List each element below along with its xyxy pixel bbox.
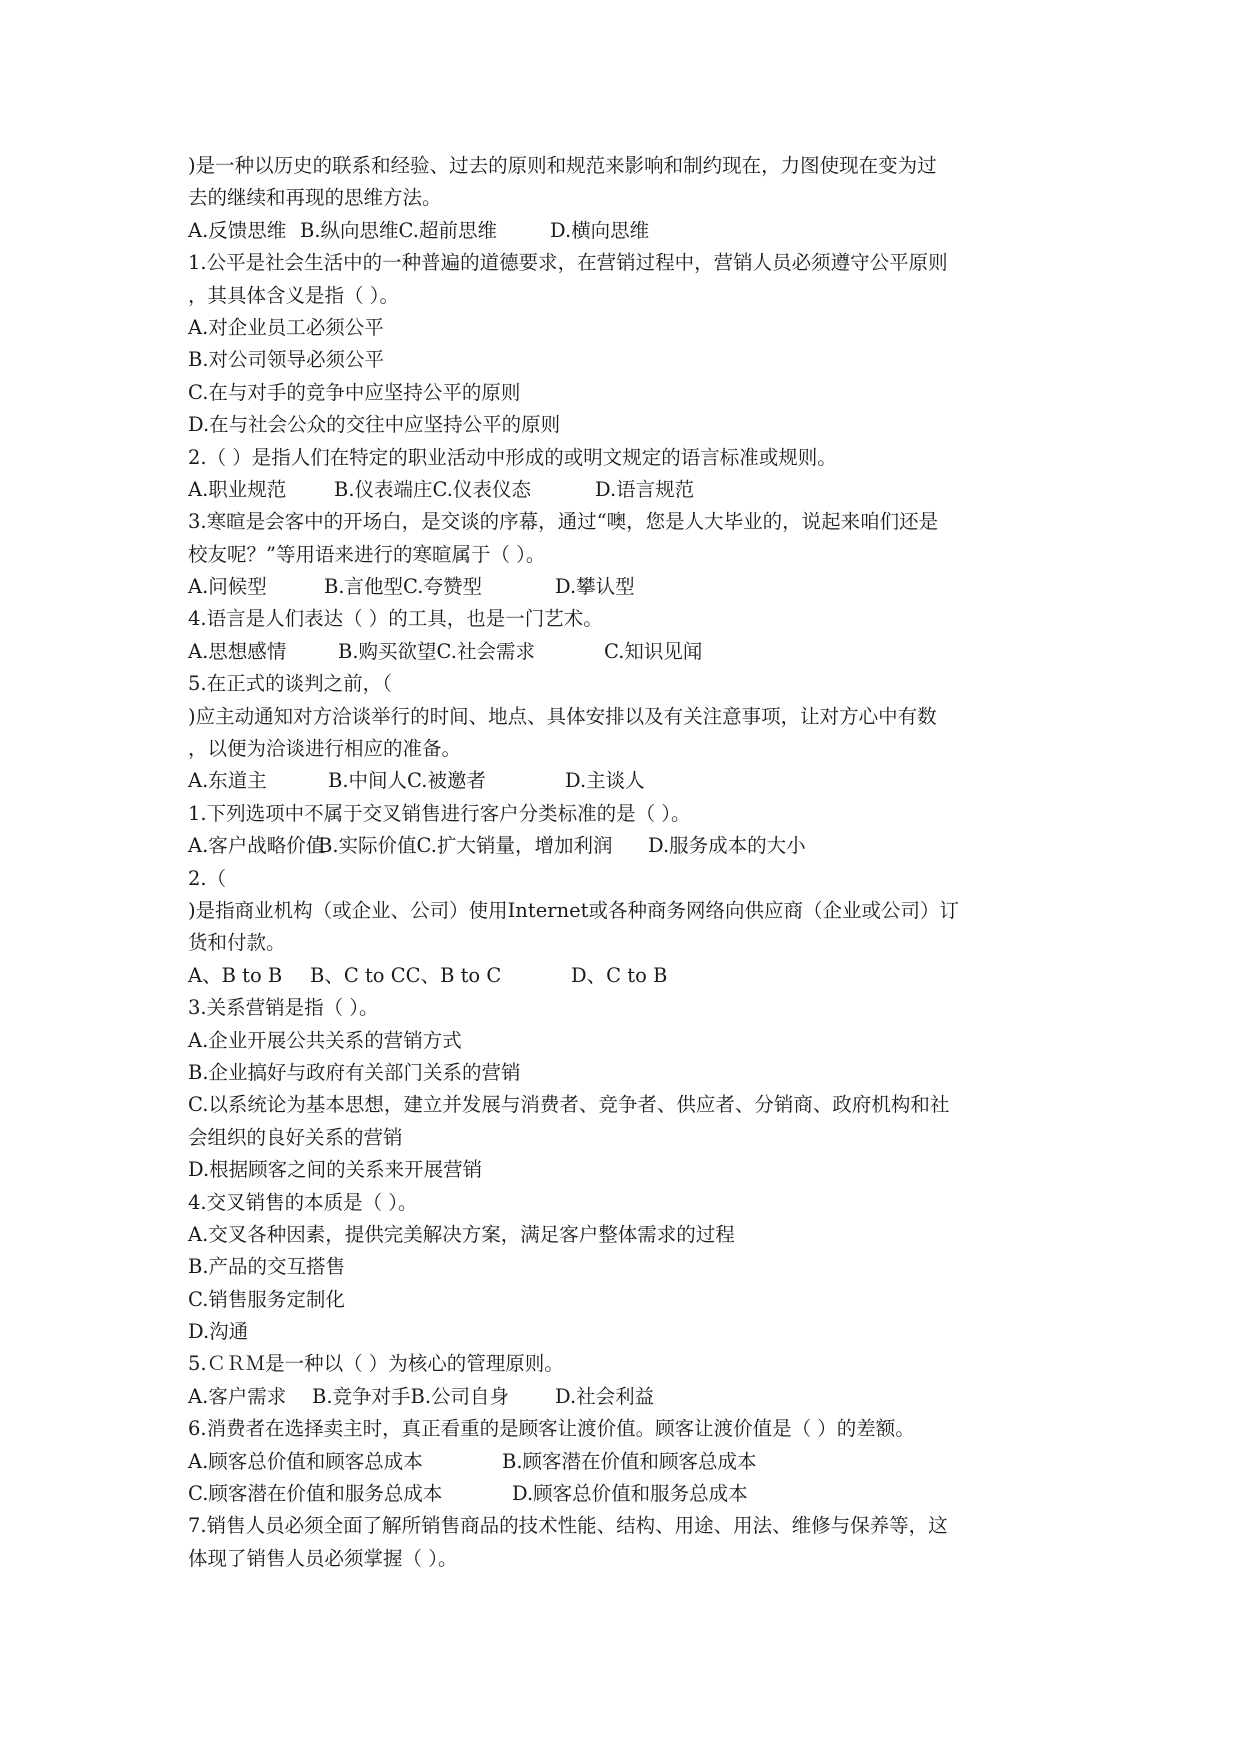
option: A.思想感情 bbox=[188, 639, 287, 663]
options-row bbox=[188, 765, 1058, 797]
option: C.知识见闻 bbox=[604, 639, 703, 663]
option: B.中间人C.被邀者 bbox=[328, 769, 486, 793]
options-row bbox=[188, 1446, 1058, 1478]
text-line: ，其具体含义是指（ ）。 bbox=[188, 283, 399, 307]
text-line: A.交叉各种因素，提供完美解决方案，满足客户整体需求的过程 bbox=[188, 1222, 735, 1246]
text-line: 5.ＣＲＭ是一种以（ ）为核心的管理原则。 bbox=[188, 1352, 564, 1376]
text-line: 1.公平是社会生活中的一种普遍的道德要求，在营销过程中，营销人员必须遵守公平原则 bbox=[188, 251, 948, 275]
option: A、B to B bbox=[188, 963, 283, 987]
option: B.纵向思维C.超前思维 bbox=[300, 218, 497, 242]
text-line: 2.（ bbox=[188, 866, 227, 890]
option: A.职业规范 bbox=[188, 477, 287, 501]
option: B、C to CC、B to C bbox=[310, 963, 502, 987]
options-row bbox=[188, 474, 1058, 506]
text-line: B.对公司领导必须公平 bbox=[188, 348, 385, 372]
text-line: C.销售服务定制化 bbox=[188, 1287, 345, 1311]
option: D、C to B bbox=[571, 963, 668, 987]
option: A.问候型 bbox=[188, 575, 267, 599]
text-line: A.企业开展公共关系的营销方式 bbox=[188, 1028, 462, 1052]
options-row bbox=[188, 830, 1058, 862]
text-line: D.沟通 bbox=[188, 1320, 249, 1344]
options-row bbox=[188, 215, 1058, 247]
option: B.购买欲望C.社会需求 bbox=[338, 639, 535, 663]
option: A.客户战略价值 bbox=[188, 834, 326, 858]
text-line: )应主动通知对方洽谈举行的时间、地点、具体安排以及有关注意事项，让对方心中有数 bbox=[188, 704, 937, 728]
text-line: 1.下列选项中不属于交叉销售进行客户分类标准的是（ ）。 bbox=[188, 801, 691, 825]
text-line: 6.消费者在选择卖主时，真正看重的是顾客让渡价值。顾客让渡价值是（ ）的差额。 bbox=[188, 1417, 915, 1441]
option: A.东道主 bbox=[188, 769, 267, 793]
text-line: D.根据顾客之间的关系来开展营销 bbox=[188, 1158, 483, 1182]
option: C.顾客潜在价值和服务总成本 bbox=[188, 1482, 443, 1506]
text-line: )是一种以历史的联系和经验、过去的原则和规范来影响和制约现在，力图使现在变为过 bbox=[188, 154, 937, 177]
text-line: 2.（ ）是指人们在特定的职业活动中形成的或明文规定的语言标准或规则。 bbox=[188, 445, 837, 469]
option: A.反馈思维 bbox=[188, 218, 287, 242]
option: D.攀认型 bbox=[555, 575, 635, 599]
option: D.顾客总价值和服务总成本 bbox=[512, 1482, 748, 1506]
option: D.横向思维 bbox=[550, 218, 650, 242]
text-line: 体现了销售人员必须掌握（ ）。 bbox=[188, 1546, 458, 1570]
option: A.顾客总价值和顾客总成本 bbox=[188, 1449, 423, 1473]
text-line: C.在与对手的竞争中应坚持公平的原则 bbox=[188, 380, 521, 404]
option: D.语言规范 bbox=[595, 477, 695, 501]
text-line: ，以便为洽谈进行相应的准备。 bbox=[188, 737, 462, 761]
options-row bbox=[188, 1381, 1058, 1413]
option: B.竞争对手B.公司自身 bbox=[312, 1384, 510, 1408]
option: B.言他型C.夸赞型 bbox=[324, 575, 482, 599]
text-line: D.在与社会公众的交往中应坚持公平的原则 bbox=[188, 413, 561, 437]
text-line: C.以系统论为基本思想，建立并发展与消费者、竞争者、供应者、分销商、政府机构和社 bbox=[188, 1093, 950, 1117]
text-line: )是指商业机构（或企业、公司）使用Internet或各种商务网络向供应商（企业或公司）订 bbox=[188, 898, 960, 922]
text-line: 7.销售人员必须全面了解所销售商品的技术性能、结构、用途、用法、维修与保养等，这 bbox=[188, 1514, 948, 1538]
option: D.社会利益 bbox=[555, 1384, 655, 1408]
text-line: 会组织的良好关系的营销 bbox=[188, 1125, 403, 1149]
text-line: B.企业搞好与政府有关部门关系的营销 bbox=[188, 1060, 521, 1084]
text-line: 校友呢？”等用语来进行的寒暄属于（ ）。 bbox=[188, 542, 546, 566]
text-line: A.对企业员工必须公平 bbox=[188, 315, 384, 339]
text-line: 3.寒暄是会客中的开场白，是交谈的序幕，通过“噢，您是人大毕业的，说起来咱们还是 bbox=[188, 510, 939, 534]
text-line: 去的继续和再现的思维方法。 bbox=[188, 186, 442, 210]
option: B.仪表端庄C.仪表仪态 bbox=[334, 477, 531, 501]
options-row bbox=[188, 571, 1058, 603]
options-row bbox=[188, 1478, 1058, 1510]
text-line: 4.语言是人们表达（ ）的工具，也是一门艺术。 bbox=[188, 607, 603, 631]
text-line: B.产品的交互搭售 bbox=[188, 1255, 346, 1279]
text-line: 4.交叉销售的本质是（ ）。 bbox=[188, 1190, 418, 1214]
option: D.服务成本的大小 bbox=[648, 834, 806, 858]
option: B.顾客潜在价值和顾客总成本 bbox=[502, 1449, 757, 1473]
options-row bbox=[188, 636, 1058, 668]
option: B.实际价值C.扩大销量，增加利润 bbox=[318, 834, 613, 858]
option: A.客户需求 bbox=[188, 1384, 287, 1408]
options-row bbox=[188, 960, 1058, 992]
document-page bbox=[188, 150, 1058, 1575]
text-line: 5.在正式的谈判之前，（ bbox=[188, 672, 392, 696]
option: D.主谈人 bbox=[565, 769, 645, 793]
text-line: 3.关系营销是指（ ）。 bbox=[188, 996, 379, 1020]
text-line: 货和付款。 bbox=[188, 931, 286, 955]
